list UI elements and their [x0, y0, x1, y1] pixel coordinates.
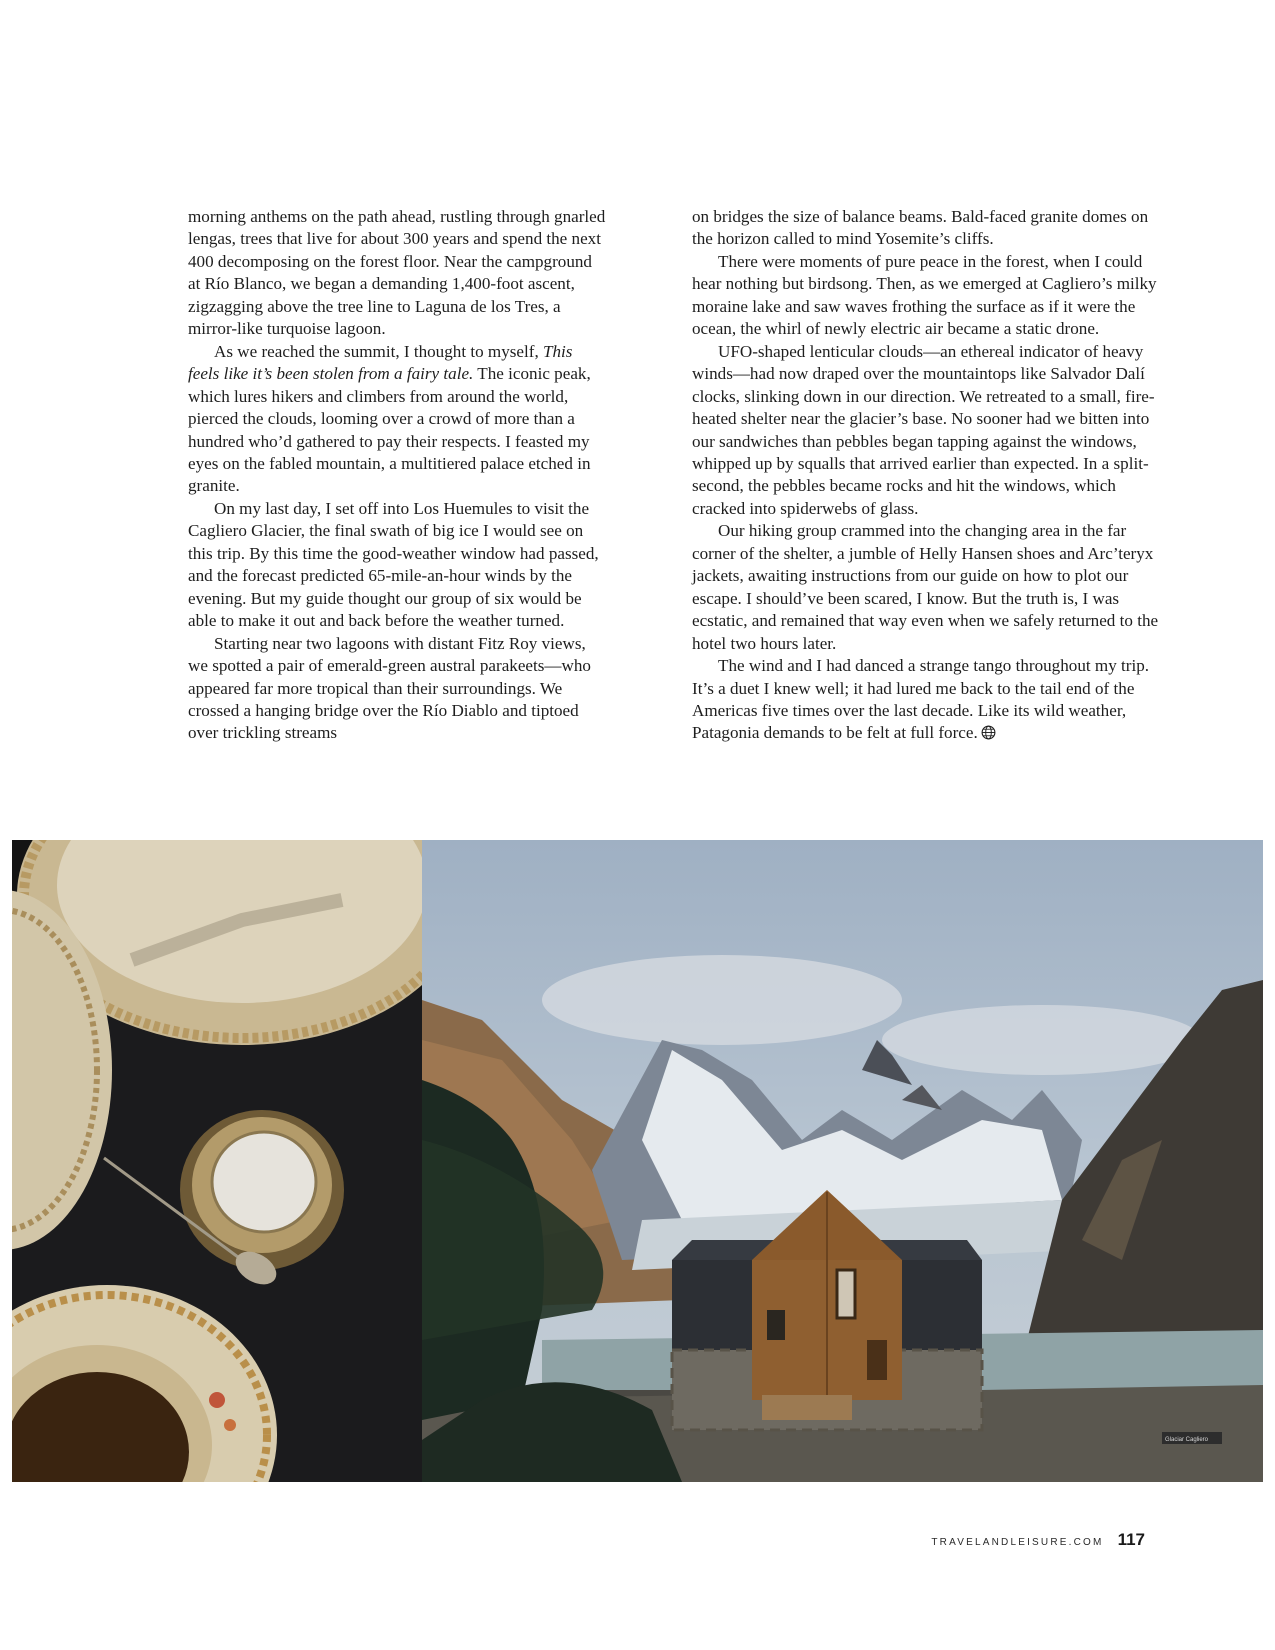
- paragraph: [692, 655, 1162, 745]
- paragraph: [188, 341, 606, 498]
- article-column-left: [188, 206, 606, 745]
- article-column-right: [692, 206, 1162, 745]
- site-url: TRAVELANDLEISURE.COM: [931, 1537, 1104, 1548]
- glacier-sign-text: Glaciar Cagliero: [1165, 1437, 1209, 1443]
- photo-tea-service: [12, 840, 422, 1482]
- paragraph: UFO-shaped lenticular clouds—an ethereal indicator of heavy winds—had now draped over the mountaintops like Salvador Dalí clocks, slinking down in our direction. We retreated to a small, fire-heated shelter near the glacier’s base. No sooner had we bitten into our sandwiches than pebbles began tapping against the windows, whipped up by squalls that arrived earlier than expected. In a split-second, the pebbles became rocks and hit the windows, which cracked into spiderwebs of glass.: [692, 341, 1155, 518]
- globe-icon: [981, 725, 996, 740]
- page-footer: [931, 1530, 1145, 1550]
- paragraph: Starting near two lagoons with distant Fitz Roy views, we spotted a pair of emerald-green austral parakeets—who appeared far more tropical than their surroundings. We crossed a hanging bridge over the Río Diablo and tiptoed over trickling streams: [188, 633, 591, 743]
- page-number: 117: [1117, 1530, 1145, 1549]
- paragraph: morning anthems on the path ahead, rustling through gnarled lengas, trees that live for about 300 years and spend the next 400 decomposing on the forest floor. Near the campground at Río Blanco, we began a demanding 1,400-foot ascent, zigzagging above the tree line to Laguna de los Tres, a mirror-like turquoise lagoon.: [188, 207, 606, 339]
- paragraph-text: The iconic peak, which lures hikers and climbers from around the world, pierced the clouds, looming over a crowd of more than a hundred who’d gathered to pay their respects. I feasted my eyes on the fabled mountain, a multitiered palace etched in granite.: [188, 364, 591, 496]
- paragraph: Our hiking group crammed into the changing area in the far corner of the shelter, a jumble of Helly Hansen shoes and Arc’teryx jackets, awaiting instructions from our guide on how to plot our escape. I should’ve been scared, I know. But the truth is, I was ecstatic, and remained that way even when we safely returned to the hotel two hours later.: [692, 521, 1159, 653]
- paragraph: On my last day, I set off into Los Huemules to visit the Cagliero Glacier, the final swath of big ice I would see on this trip. By this time the good-weather window had passed, and the forecast predicted 65-mile-an-hour winds by the evening. But my guide thought our group of six would be able to make it out and back before the weather turned.: [188, 498, 599, 631]
- paragraph: There were moments of pure peace in the forest, when I could hear nothing but birdsong. Then, as we emerged at Cagliero’s milky moraine lake and saw waves frothing the surface as if it were the ocean, the whirl of newly electric air became a static drone.: [692, 251, 1157, 339]
- paragraph-text: As we reached the summit, I thought to myself,: [214, 341, 543, 361]
- italic-quote: This feels like it’s been stolen from a fairy tale.: [188, 341, 573, 384]
- paragraph-text: The wind and I had danced a strange tango throughout my trip. It’s a duet I knew well; it had lured me back to the tail end of the Americas five times over the last decade. Like its wild weather, Patagonia demands to be felt at full force.: [692, 656, 1150, 743]
- paragraph: on bridges the size of balance beams. Bald-faced granite domes on the horizon called to mind Yosemite’s cliffs.: [692, 207, 1149, 249]
- photo-glacier-shelter: [422, 840, 1263, 1482]
